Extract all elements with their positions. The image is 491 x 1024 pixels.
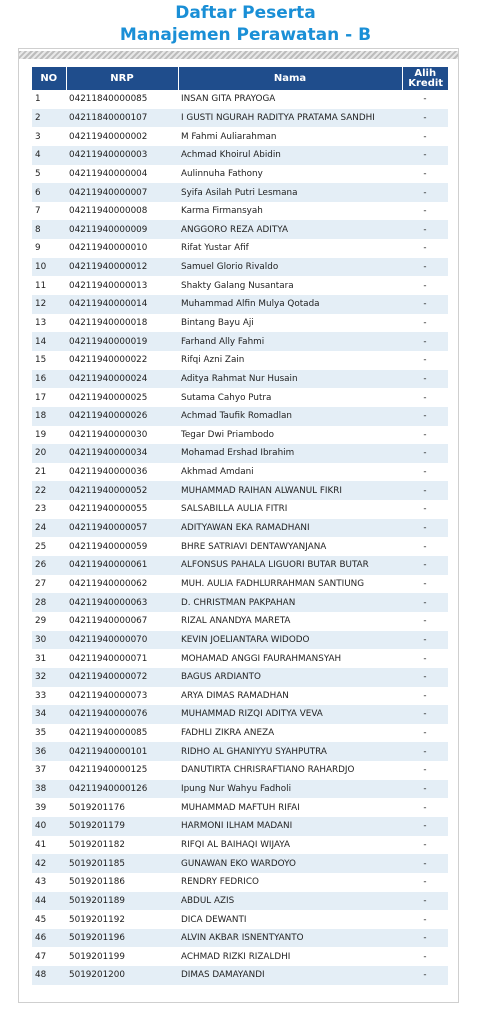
row-nrp: 04211940000067 [66,612,178,631]
table-row [32,947,448,966]
row-alih-kredit: - [402,836,448,855]
table-row [32,966,448,985]
row-alih-kredit: - [402,910,448,929]
row-nrp: 04211940000085 [66,724,178,743]
table-row [32,892,448,911]
row-nama: Achmad Khoirul Abidin [178,146,402,165]
row-no: 42 [32,854,66,873]
row-no: 31 [32,649,66,668]
table-row [32,351,448,370]
row-nrp: 5019201192 [66,910,178,929]
row-nama: Bintang Bayu Aji [178,314,402,333]
row-alih-kredit: - [402,220,448,239]
row-nama: MUH. AULIA FADHLURRAHMAN SANTIUNG [178,575,402,594]
table-row [32,90,448,109]
row-nama: Ipung Nur Wahyu Fadholi [178,780,402,799]
table-row [32,798,448,817]
row-alih-kredit: - [402,873,448,892]
row-no: 15 [32,351,66,370]
row-no: 45 [32,910,66,929]
row-nama: M Fahmi Auliarahman [178,127,402,146]
row-alih-kredit: - [402,705,448,724]
table-row [32,649,448,668]
row-no: 44 [32,892,66,911]
row-nrp: 04211840000107 [66,109,178,128]
row-alih-kredit: - [402,892,448,911]
row-nrp: 5019201199 [66,947,178,966]
header-nrp: NRP [66,67,178,90]
row-nrp: 04211940000019 [66,332,178,351]
row-alih-kredit: - [402,463,448,482]
row-nama: Rifat Yustar Afif [178,239,402,258]
table-row [32,836,448,855]
row-no: 46 [32,929,66,948]
row-nrp: 04211940000022 [66,351,178,370]
row-nama: KEVIN JOELIANTARA WIDODO [178,631,402,650]
row-nama: Tegar Dwi Priambodo [178,426,402,445]
table-row [32,463,448,482]
table-row [32,165,448,184]
row-nrp: 5019201189 [66,892,178,911]
table-row [32,314,448,333]
row-alih-kredit: - [402,631,448,650]
row-nama: Shakty Galang Nusantara [178,276,402,295]
row-alih-kredit: - [402,798,448,817]
table-row [32,220,448,239]
table-row [32,575,448,594]
row-nama: FADHLI ZIKRA ANEZA [178,724,402,743]
row-alih-kredit: - [402,481,448,500]
row-nrp: 04211940000126 [66,780,178,799]
row-nama: I GUSTI NGURAH RADITYA PRATAMA SANDHI [178,109,402,128]
row-alih-kredit: - [402,500,448,519]
table-row [32,593,448,612]
row-no: 13 [32,314,66,333]
row-nrp: 5019201186 [66,873,178,892]
table-row [32,481,448,500]
row-nrp: 04211940000012 [66,258,178,277]
row-alih-kredit: - [402,258,448,277]
row-nama: ACHMAD RIZKI RIZALDHI [178,947,402,966]
row-no: 16 [32,370,66,389]
row-nrp: 5019201185 [66,854,178,873]
row-nrp: 04211940000025 [66,388,178,407]
table-row [32,258,448,277]
row-nrp: 5019201200 [66,966,178,985]
row-alih-kredit: - [402,370,448,389]
decorative-stripe [19,51,458,59]
row-nrp: 04211940000073 [66,687,178,706]
row-nama: GUNAWAN EKO WARDOYO [178,854,402,873]
row-nrp: 04211940000036 [66,463,178,482]
row-nrp: 04211940000010 [66,239,178,258]
row-no: 11 [32,276,66,295]
row-nama: DICA DEWANTI [178,910,402,929]
row-nama: Farhand Ally Fahmi [178,332,402,351]
row-no: 3 [32,127,66,146]
row-nrp: 04211940000024 [66,370,178,389]
row-nama: ADITYAWAN EKA RAMADHANI [178,519,402,538]
table-row [32,631,448,650]
row-alih-kredit: - [402,202,448,221]
table-row [32,388,448,407]
row-no: 22 [32,481,66,500]
row-alih-kredit: - [402,575,448,594]
row-nrp: 5019201182 [66,836,178,855]
row-alih-kredit: - [402,537,448,556]
row-nrp: 5019201176 [66,798,178,817]
table-row [32,239,448,258]
row-nama: INSAN GITA PRAYOGA [178,90,402,109]
table-row [32,109,448,128]
row-no: 7 [32,202,66,221]
row-nama: HARMONI ILHAM MADANI [178,817,402,836]
row-nama: MUHAMMAD MAFTUH RIFAI [178,798,402,817]
row-nrp: 04211940000063 [66,593,178,612]
row-no: 12 [32,295,66,314]
table-row [32,537,448,556]
row-nrp: 04211940000030 [66,426,178,445]
row-nama: ABDUL AZIS [178,892,402,911]
table-row [32,612,448,631]
row-alih-kredit: - [402,388,448,407]
row-no: 41 [32,836,66,855]
row-nama: DANUTIRTA CHRISRAFTIANO RAHARDJO [178,761,402,780]
row-no: 30 [32,631,66,650]
row-alih-kredit: - [402,351,448,370]
row-no: 37 [32,761,66,780]
row-alih-kredit: - [402,444,448,463]
row-no: 32 [32,668,66,687]
row-no: 2 [32,109,66,128]
header-alih-kredit: Alih Kredit [402,67,448,90]
row-no: 18 [32,407,66,426]
row-nama: Akhmad Amdani [178,463,402,482]
row-nama: RENDRY FEDRICO [178,873,402,892]
row-no: 9 [32,239,66,258]
row-alih-kredit: - [402,332,448,351]
row-no: 40 [32,817,66,836]
row-nama: Sutama Cahyo Putra [178,388,402,407]
table-row [32,183,448,202]
row-nama: Samuel Glorio Rivaldo [178,258,402,277]
row-nama: ANGGORO REZA ADITYA [178,220,402,239]
row-nama: MUHAMMAD RIZQI ADITYA VEVA [178,705,402,724]
row-nrp: 5019201196 [66,929,178,948]
table-row [32,742,448,761]
table-row [32,500,448,519]
row-nama: Syifa Asilah Putri Lesmana [178,183,402,202]
row-no: 8 [32,220,66,239]
row-nrp: 04211940000014 [66,295,178,314]
row-alih-kredit: - [402,649,448,668]
row-nama: RIFQI AL BAIHAQI WIJAYA [178,836,402,855]
table-row [32,332,448,351]
row-no: 27 [32,575,66,594]
table-row [32,910,448,929]
row-no: 24 [32,519,66,538]
row-nrp: 04211940000076 [66,705,178,724]
table-row [32,817,448,836]
table-row [32,295,448,314]
table-row [32,276,448,295]
row-no: 17 [32,388,66,407]
page-title [0,0,491,46]
row-no: 25 [32,537,66,556]
table-row [32,854,448,873]
row-alih-kredit: - [402,593,448,612]
row-nrp: 04211940000052 [66,481,178,500]
row-nrp: 04211940000072 [66,668,178,687]
row-nama: ALVIN AKBAR ISNENTYANTO [178,929,402,948]
row-alih-kredit: - [402,407,448,426]
row-nama: Rifqi Azni Zain [178,351,402,370]
table-row [32,127,448,146]
row-no: 6 [32,183,66,202]
title-line-1: Daftar Peserta [175,3,316,23]
table-row [32,407,448,426]
row-no: 34 [32,705,66,724]
row-nama: Aulinnuha Fathony [178,165,402,184]
table-row [32,668,448,687]
row-alih-kredit: - [402,612,448,631]
row-no: 43 [32,873,66,892]
header-no: NO [32,67,66,90]
row-no: 20 [32,444,66,463]
row-alih-kredit: - [402,780,448,799]
row-alih-kredit: - [402,90,448,109]
row-alih-kredit: - [402,687,448,706]
row-alih-kredit: - [402,127,448,146]
row-nrp: 5019201179 [66,817,178,836]
table-row [32,519,448,538]
row-nrp: 04211940000018 [66,314,178,333]
row-nrp: 04211940000026 [66,407,178,426]
table-header-row [32,67,448,90]
row-no: 28 [32,593,66,612]
row-no: 26 [32,556,66,575]
row-alih-kredit: - [402,165,448,184]
participant-table [32,67,448,985]
row-no: 36 [32,742,66,761]
row-nama: RIDHO AL GHANIYYU SYAHPUTRA [178,742,402,761]
row-nrp: 04211940000101 [66,742,178,761]
row-nama: BHRE SATRIAVI DENTAWYANJANA [178,537,402,556]
row-nama: MUHAMMAD RAIHAN ALWANUL FIKRI [178,481,402,500]
row-no: 19 [32,426,66,445]
table-row [32,370,448,389]
row-alih-kredit: - [402,742,448,761]
row-no: 35 [32,724,66,743]
row-alih-kredit: - [402,854,448,873]
header-nama: Nama [178,67,402,90]
table-row [32,202,448,221]
row-no: 23 [32,500,66,519]
row-nama: Mohamad Ershad Ibrahim [178,444,402,463]
row-no: 38 [32,780,66,799]
row-alih-kredit: - [402,761,448,780]
row-nrp: 04211940000002 [66,127,178,146]
row-nrp: 04211940000034 [66,444,178,463]
row-alih-kredit: - [402,183,448,202]
title-line-2: Manajemen Perawatan - B [119,25,372,45]
row-alih-kredit: - [402,966,448,985]
table-row [32,780,448,799]
row-nrp: 04211940000003 [66,146,178,165]
row-nama: ARYA DIMAS RAMADHAN [178,687,402,706]
row-nrp: 04211940000071 [66,649,178,668]
row-nrp: 04211940000055 [66,500,178,519]
row-no: 39 [32,798,66,817]
row-nama: Muhammad Alfin Mulya Qotada [178,295,402,314]
row-nrp: 04211940000008 [66,202,178,221]
row-no: 29 [32,612,66,631]
row-no: 10 [32,258,66,277]
table-row [32,687,448,706]
row-nama: Achmad Taufik Romadlan [178,407,402,426]
row-no: 14 [32,332,66,351]
row-nrp: 04211940000009 [66,220,178,239]
row-nama: ALFONSUS PAHALA LIGUORI BUTAR BUTAR [178,556,402,575]
row-nrp: 04211940000061 [66,556,178,575]
row-nama: DIMAS DAMAYANDI [178,966,402,985]
table-row [32,873,448,892]
row-alih-kredit: - [402,109,448,128]
row-nrp: 04211940000004 [66,165,178,184]
row-nama: RIZAL ANANDYA MARETA [178,612,402,631]
row-nama: D. CHRISTMAN PAKPAHAN [178,593,402,612]
row-nama: MOHAMAD ANGGI FAURAHMANSYAH [178,649,402,668]
row-nama: Karma Firmansyah [178,202,402,221]
row-alih-kredit: - [402,929,448,948]
table-row [32,556,448,575]
row-no: 5 [32,165,66,184]
table-row [32,444,448,463]
row-no: 21 [32,463,66,482]
row-nrp: 04211940000013 [66,276,178,295]
row-alih-kredit: - [402,817,448,836]
table-row [32,705,448,724]
table-row [32,929,448,948]
row-nrp: 04211840000085 [66,90,178,109]
row-no: 47 [32,947,66,966]
row-alih-kredit: - [402,556,448,575]
row-alih-kredit: - [402,146,448,165]
row-nama: SALSABILLA AULIA FITRI [178,500,402,519]
row-no: 4 [32,146,66,165]
row-alih-kredit: - [402,314,448,333]
table-row [32,724,448,743]
row-nama: Aditya Rahmat Nur Husain [178,370,402,389]
row-nrp: 04211940000007 [66,183,178,202]
table-row [32,146,448,165]
row-alih-kredit: - [402,295,448,314]
row-alih-kredit: - [402,276,448,295]
row-alih-kredit: - [402,668,448,687]
row-alih-kredit: - [402,426,448,445]
row-nrp: 04211940000059 [66,537,178,556]
row-alih-kredit: - [402,519,448,538]
table-row [32,426,448,445]
row-nrp: 04211940000070 [66,631,178,650]
row-nama: BAGUS ARDIANTO [178,668,402,687]
row-alih-kredit: - [402,724,448,743]
row-no: 33 [32,687,66,706]
row-nrp: 04211940000062 [66,575,178,594]
row-alih-kredit: - [402,239,448,258]
row-no: 1 [32,90,66,109]
row-nrp: 04211940000057 [66,519,178,538]
row-nrp: 04211940000125 [66,761,178,780]
row-alih-kredit: - [402,947,448,966]
row-no: 48 [32,966,66,985]
table-row [32,761,448,780]
